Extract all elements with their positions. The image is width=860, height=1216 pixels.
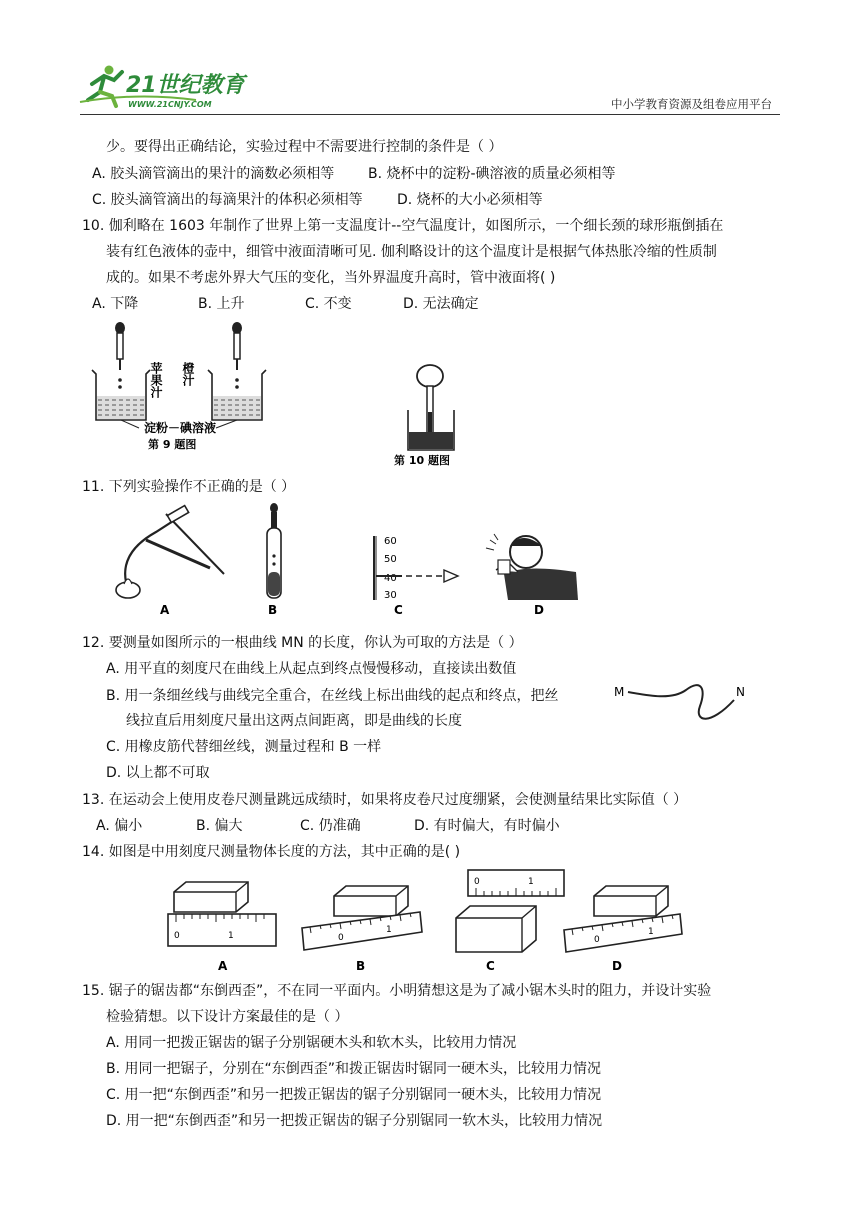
q11-stem: 11. 下列实验操作不正确的是（ ） — [82, 479, 296, 495]
graduated-cylinder-reading — [374, 536, 458, 617]
q15-option-c: C. 用一把“东倒西歪”和另一把拨正锯齿的锯子分别锯同一硬木头，比较用力情况 — [106, 1087, 602, 1103]
svg-text:0: 0 — [474, 877, 480, 887]
beaker-left — [92, 370, 150, 420]
q10-stem-line-2: 装有红色液体的壶中，细管中液面清晰可见. 伽利略设计的这个温度计是根据气体热胀冷缩的性质制 — [106, 244, 717, 260]
figure-q9-caption: 第 9 题图 — [148, 438, 197, 451]
figure-q14 — [164, 866, 684, 978]
ruler-method-a — [168, 882, 276, 973]
q13-option-d: D. 有时偏大，有时偏小 — [414, 818, 560, 834]
q9-option-c: C. 胶头滴管滴出的每滴果汁的体积必须相等 — [92, 192, 363, 208]
svg-text:0: 0 — [338, 933, 344, 943]
figure-q11 — [106, 502, 586, 620]
svg-text:50: 50 — [384, 554, 397, 565]
q12-option-d: D. 以上都不可取 — [106, 765, 210, 781]
q10-stem-line-3: 成的。如果不考虑外界大气压的变化，当外界温度升高时，管中液面将( ) — [106, 270, 556, 286]
q12-option-b-line-1: B. 用一条细丝线与曲线完全重合，在丝线上标出曲线的起点和终点，把丝 — [106, 688, 559, 704]
q9-stem-continued: 少。要得出正确结论，实验过程中不需要进行控制的条件是（ ） — [106, 139, 503, 155]
q10-stem-line-1: 10. 伽利略在 1603 年制作了世界上第一支温度计--空气温度计，如图所示，一个细长颈的球形瓶倒插在 — [82, 218, 724, 234]
ruler-method-c — [456, 870, 564, 973]
svg-text:1: 1 — [386, 925, 392, 935]
q12-option-c: C. 用橡皮筋代替细丝线，测量过程和 B 一样 — [106, 739, 382, 755]
q14-label-b: B — [356, 959, 366, 973]
svg-text:1: 1 — [228, 931, 234, 941]
q11-label-a: A — [160, 603, 170, 617]
q14-stem: 14. 如图是中用刻度尺测量物体长度的方法，其中正确的是( ) — [82, 844, 461, 860]
ruler-method-d — [564, 886, 682, 973]
dropper-left — [115, 322, 125, 389]
q14-label-a: A — [218, 959, 228, 973]
test-tube-heating — [116, 506, 224, 617]
dropper-right — [232, 322, 242, 389]
ruler-method-b — [302, 886, 422, 973]
q15-stem-line-1: 15. 锯子的锯齿都“东倒西歪”，不在同一平面内。小明猜想这是为了减小锯木头时的阻力，并设计实验 — [82, 983, 712, 999]
student-smelling — [486, 534, 578, 617]
svg-text:60: 60 — [384, 536, 397, 547]
figure-q9 — [84, 320, 304, 451]
curve-label-m: M — [614, 685, 625, 699]
air-thermometer — [408, 365, 454, 450]
svg-text:1: 1 — [648, 927, 654, 937]
q15-option-a: A. 用同一把拨正锯齿的锯子分别锯硬木头和软木头，比较用力情况 — [106, 1035, 517, 1051]
label-apple-juice: 苹果汁 — [149, 362, 163, 398]
figure-q10 — [392, 362, 472, 467]
logo — [78, 62, 248, 110]
q10-option-d: D. 无法确定 — [403, 296, 479, 312]
q9-option-a: A. 胶头滴管滴出的果汁的滴数必须相等 — [92, 166, 335, 182]
q13-option-b: B. 偏大 — [196, 818, 243, 834]
curve-label-n: N — [736, 685, 745, 699]
figure-curve-mn — [610, 670, 760, 730]
q10-option-c: C. 不变 — [305, 296, 352, 312]
beaker-right — [208, 370, 266, 420]
svg-text:30: 30 — [384, 590, 397, 601]
q11-label-d: D — [534, 603, 544, 617]
dropper-in-tube — [267, 503, 281, 617]
q14-label-c: C — [486, 959, 495, 973]
q15-option-b: B. 用同一把锯子，分别在“东倒西歪”和拨正锯齿时锯同一硬木头，比较用力情况 — [106, 1061, 602, 1077]
logo-url: WWW.21CNJY.COM — [128, 100, 212, 109]
q12-stem: 12. 要测量如图所示的一根曲线 MN 的长度，你认为可取的方法是（ ） — [82, 635, 523, 651]
label-orange-juice: 橙汁 — [181, 362, 195, 386]
q13-stem: 13. 在运动会上使用皮卷尺测量跳远成绩时，如果将皮卷尺过度绷紧，会使测量结果比实际值（ ） — [82, 792, 688, 808]
q12-option-a: A. 用平直的刻度尺在曲线上从起点到终点慢慢移动，直接读出数值 — [106, 661, 517, 677]
q10-option-b: B. 上升 — [198, 296, 245, 312]
svg-text:1: 1 — [528, 877, 534, 887]
svg-text:0: 0 — [174, 931, 180, 941]
q11-label-b: B — [268, 603, 278, 617]
q13-option-c: C. 仍准确 — [300, 818, 361, 834]
svg-text:0: 0 — [594, 935, 600, 945]
svg-text:40: 40 — [384, 573, 397, 584]
header-divider — [80, 114, 780, 115]
q10-option-a: A. 下降 — [92, 296, 139, 312]
label-starch-iodine: 淀粉－碘溶液 — [144, 421, 217, 435]
q11-label-c: C — [394, 603, 403, 617]
logo-title: 21世纪教育 — [126, 73, 245, 98]
q9-option-b: B. 烧杯中的淀粉-碘溶液的质量必须相等 — [368, 166, 616, 182]
q13-option-a: A. 偏小 — [96, 818, 143, 834]
q12-option-b-line-2: 线拉直后用刻度尺量出这两点间距离，即是曲线的长度 — [126, 713, 462, 729]
platform-tag: 中小学教育资源及组卷应用平台 — [611, 97, 772, 111]
q15-option-d: D. 用一把“东倒西歪”和另一把拨正锯齿的锯子分别锯同一软木头，比较用力情况 — [106, 1113, 603, 1129]
q9-option-d: D. 烧杯的大小必须相等 — [397, 192, 543, 208]
q14-label-d: D — [612, 959, 622, 973]
figure-q10-caption: 第 10 题图 — [394, 454, 450, 467]
q15-stem-line-2: 检验猜想。以下设计方案最佳的是（ ） — [106, 1009, 349, 1025]
